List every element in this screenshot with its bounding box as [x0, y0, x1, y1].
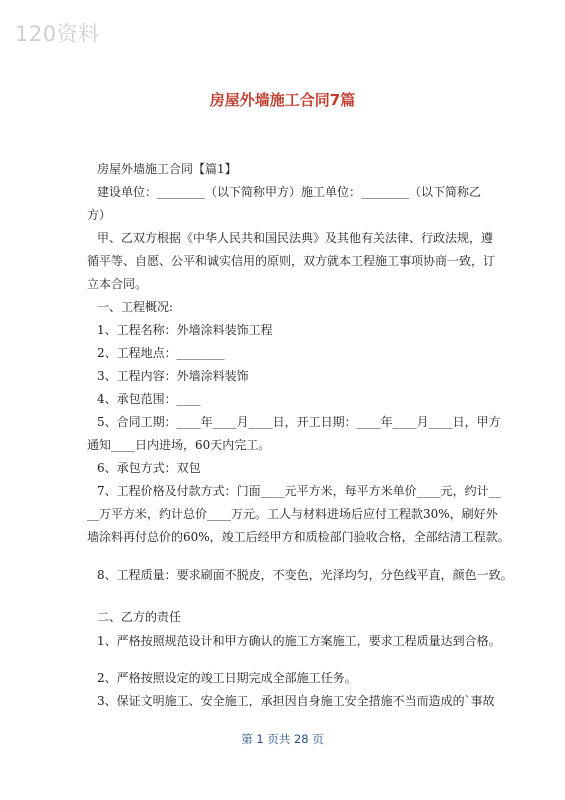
list-item: 6、承包方式：双包	[97, 461, 201, 475]
list-item: 2、工程地点：________	[97, 346, 225, 360]
list-item: 4、承包范围：____	[97, 392, 201, 406]
section-heading: 房屋外墙施工合同【篇1】	[97, 162, 237, 176]
list-item: 2、严格按照设定的竣工日期完成全部施工任务。	[97, 671, 357, 685]
list-item: 3、工程内容：外墙涂料装饰	[97, 369, 249, 383]
paragraph-line: __万平方米，约计总价____万元。工人与材料进场后应付工程款30%，刷好外	[87, 507, 498, 521]
paragraph-line: 通知____日内进场，60天内完工。	[87, 438, 271, 452]
paragraph-line: 立本合同。	[87, 277, 148, 291]
paragraph-line: 建设单位：________（以下简称甲方）施工单位：________（以下简称乙	[97, 185, 482, 199]
list-item: 1、工程名称：外墙涂料装饰工程	[97, 323, 273, 337]
paragraph-line: 甲、乙双方根据《中华人民共和国民法典》及其他有关法律、行政法规，遵	[97, 231, 494, 245]
document-title: 房屋外墙施工合同7篇	[209, 91, 356, 109]
section-heading: 二、乙方的责任	[97, 610, 182, 624]
page-footer: 第 1 页共 28 页	[241, 732, 324, 746]
list-item: 7、工程价格及付款方式：门面____元平方米，每平方米单价____元，约计__	[97, 484, 501, 498]
list-item: 3、保证文明施工、安全施工，承担因自身施工安全措施不当而造成的`事故	[97, 694, 495, 708]
paragraph-line: 方）	[87, 208, 112, 222]
watermark-logo: 120资料	[15, 22, 100, 46]
section-heading: 一、工程概况:	[97, 300, 174, 314]
paragraph-line: 循平等、自愿、公平和诚实信用的原则，双方就本工程施工事项协商一致，订	[87, 254, 496, 268]
list-item: 5、合同工期：____年____月____日，开工日期：____年____月____日，甲方	[97, 415, 501, 429]
list-item: 1、严格按照规范设计和甲方确认的施工方案施工，要求工程质量达到合格。	[97, 634, 501, 648]
paragraph-line: 墙涂料再付总价的60%，竣工后经甲方和质检部门验收合格，全部结清工程款。	[87, 530, 510, 544]
list-item: 8、工程质量：要求刷面不脱皮，不变色，光泽均匀，分色线平直，颜色一致。	[97, 568, 513, 582]
